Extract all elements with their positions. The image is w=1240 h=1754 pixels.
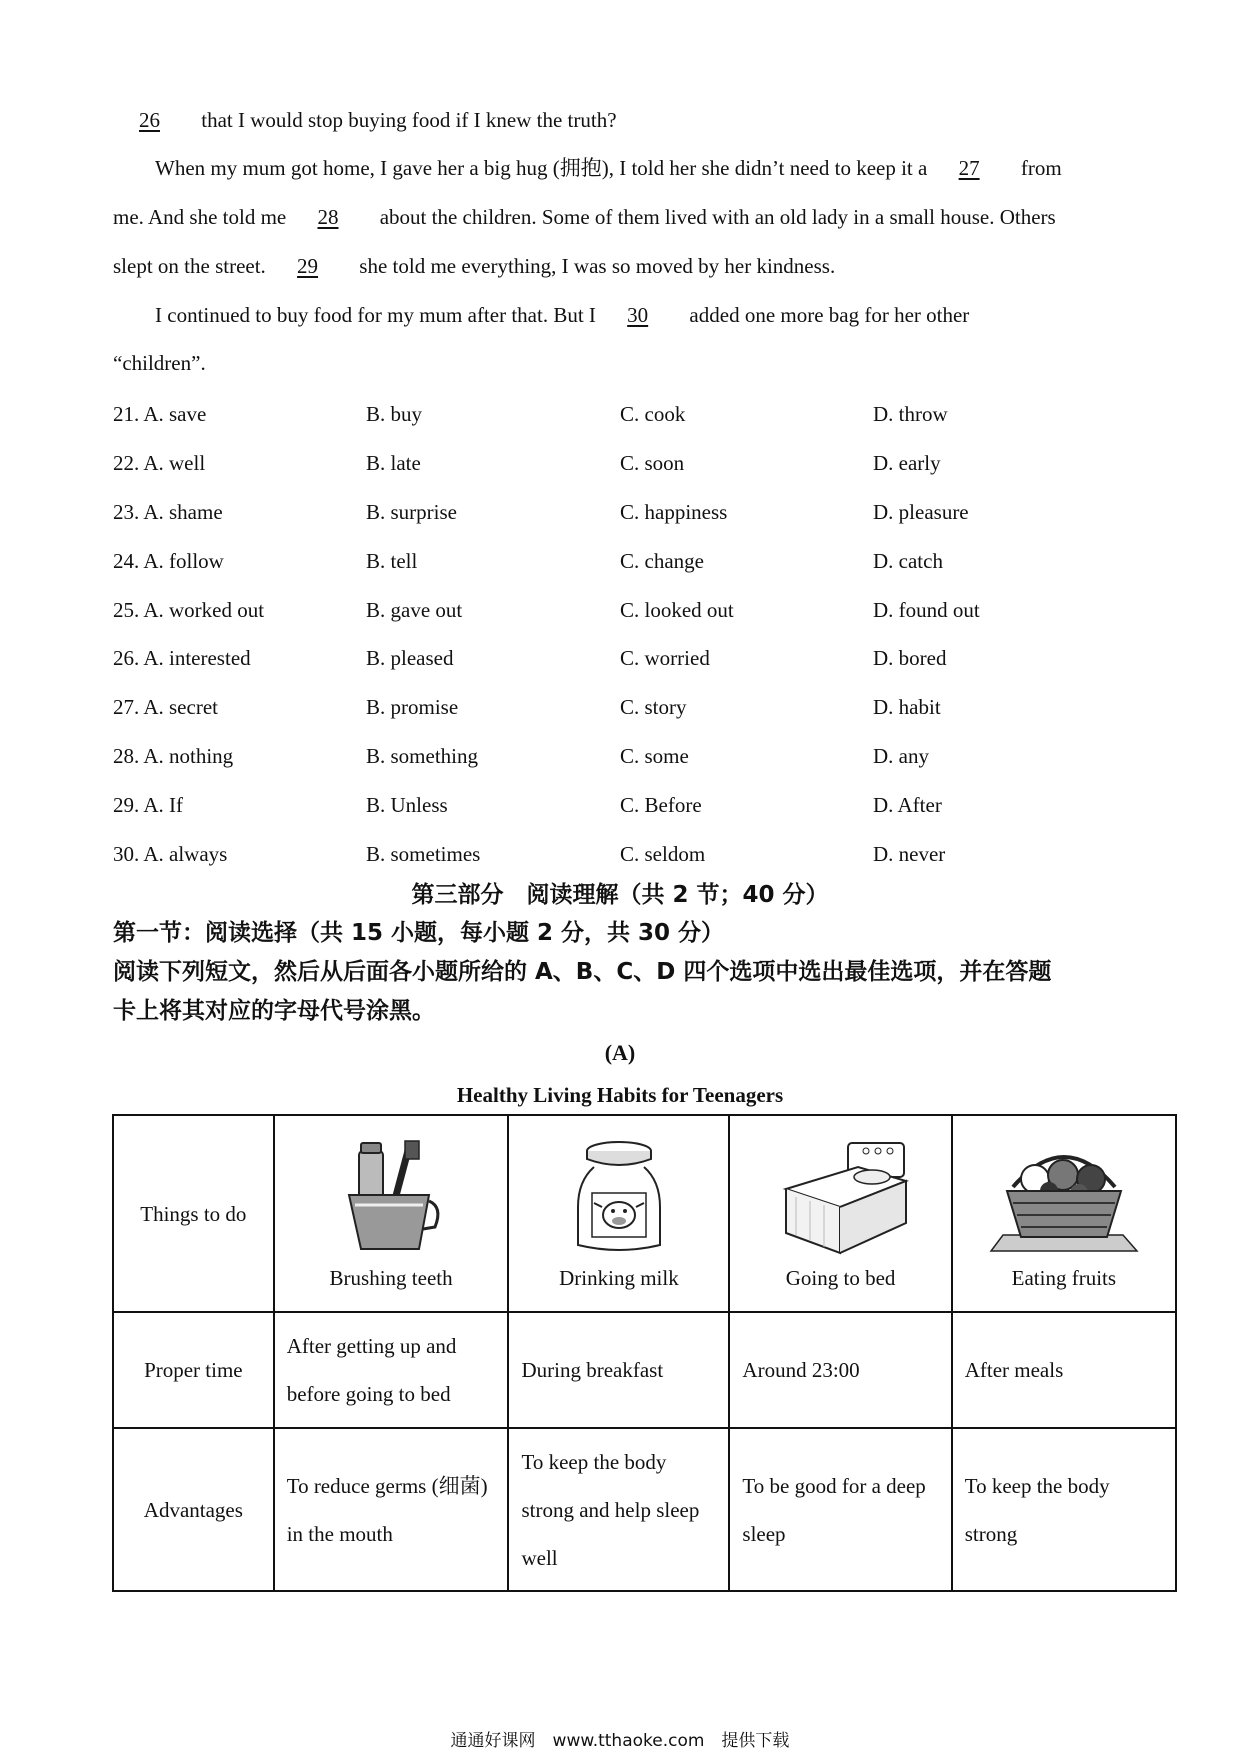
- footer-watermark: 通通好课网 www.tthaoke.com 提供下载: [450, 1731, 790, 1751]
- option-c: C. looked out: [620, 598, 734, 622]
- cell-drinking-milk: [508, 1115, 729, 1312]
- option-a: 27. A. secret: [113, 695, 218, 719]
- passage-line-3: me. And she told me 28 about the children. Some of them lived with an old lady in a small house. Others: [113, 205, 1056, 229]
- question-row: [113, 695, 1113, 723]
- time-going-to-bed: Around 23:00: [729, 1312, 951, 1428]
- option-a: 24. A. follow: [113, 549, 224, 573]
- passage-line-5: I continued to buy food for my mum after that. But I 30 added one more bag for her other: [155, 303, 970, 327]
- option-c: C. story: [620, 695, 687, 719]
- option-d: D. habit: [873, 695, 941, 719]
- row-header-things: Things to do: [113, 1115, 274, 1312]
- table-row-time: [113, 1312, 1176, 1428]
- habit-name: Brushing teeth: [329, 1265, 453, 1290]
- option-a: 30. A. always: [113, 842, 228, 866]
- option-b: B. gave out: [366, 598, 463, 622]
- option-c: C. Before: [620, 793, 702, 817]
- option-b: B. buy: [366, 402, 423, 426]
- passage-title: Healthy Living Habits for Teenagers: [456, 1083, 784, 1107]
- habit-name: Eating fruits: [1011, 1265, 1117, 1290]
- question-row: [113, 842, 1113, 870]
- option-c: C. soon: [620, 451, 685, 475]
- option-a: 22. A. well: [113, 451, 206, 475]
- adv-brushing-teeth: To reduce germs (细菌) in the mouth: [274, 1428, 509, 1591]
- option-a: 28. A. nothing: [113, 744, 234, 768]
- cell-brushing-teeth: [274, 1115, 509, 1312]
- cell-eating-fruits: [952, 1115, 1176, 1312]
- question-row: [113, 500, 1113, 528]
- instruction-line-2: 卡上将其对应的字母代号涂黑。: [113, 998, 435, 1024]
- option-d: D. throw: [873, 402, 948, 426]
- adv-going-to-bed: To be good for a deep sleep: [729, 1428, 951, 1591]
- habit-name: Going to bed: [785, 1265, 896, 1290]
- row-header-time: Proper time: [113, 1312, 274, 1428]
- blank-30: 30: [627, 303, 649, 327]
- option-b: B. Unless: [366, 793, 448, 817]
- option-c: C. seldom: [620, 842, 706, 866]
- option-d: D. bored: [873, 646, 947, 670]
- option-b: B. something: [366, 744, 479, 768]
- option-b: B. tell: [366, 549, 418, 573]
- toothbrush-cup-icon: [331, 1137, 451, 1257]
- table-row-things: [113, 1115, 1176, 1312]
- question-row: [113, 402, 1113, 430]
- option-d: D. never: [873, 842, 946, 866]
- time-eating-fruits: After meals: [952, 1312, 1176, 1428]
- option-b: B. surprise: [366, 500, 457, 524]
- option-b: B. sometimes: [366, 842, 481, 866]
- table-row-advantages: [113, 1428, 1176, 1591]
- option-a: 25. A. worked out: [113, 598, 265, 622]
- option-b: B. pleased: [366, 646, 454, 670]
- habit-name: Drinking milk: [559, 1265, 679, 1290]
- row-header-advantages: Advantages: [113, 1428, 274, 1591]
- fruit-basket-icon: [989, 1137, 1139, 1257]
- option-b: B. promise: [366, 695, 459, 719]
- question-row: [113, 598, 1113, 626]
- option-d: D. found out: [873, 598, 980, 622]
- option-b: B. late: [366, 451, 421, 475]
- blank-27: 27: [958, 156, 980, 180]
- option-a: 21. A. save: [113, 402, 207, 426]
- question-row: [113, 646, 1113, 674]
- habits-table: [112, 1114, 1177, 1592]
- question-row: [113, 549, 1113, 577]
- question-row: [113, 744, 1113, 772]
- instruction-line-1: 阅读下列短文，然后从后面各小题所给的 A、B、C、D 四个选项中选出最佳选项，并在答题: [113, 959, 1052, 985]
- blank-28: 28: [317, 205, 339, 229]
- cell-going-to-bed: [729, 1115, 951, 1312]
- option-c: C. cook: [620, 402, 686, 426]
- part-title: 第三部分 阅读理解（共 2 节；40 分）: [411, 882, 829, 908]
- question-row: [113, 793, 1113, 821]
- adv-eating-fruits: To keep the body strong: [952, 1428, 1176, 1591]
- option-d: D. any: [873, 744, 929, 768]
- option-d: D. After: [873, 793, 942, 817]
- time-drinking-milk: During breakfast: [508, 1312, 729, 1428]
- passage-line-6: “children”.: [113, 351, 206, 375]
- option-c: C. some: [620, 744, 689, 768]
- passage-line-4: slept on the street. 29 she told me everything, I was so moved by her kindness.: [113, 254, 836, 278]
- adv-drinking-milk: To keep the body strong and help sleep well: [508, 1428, 729, 1591]
- blank-26: 26: [139, 108, 160, 132]
- option-a: 26. A. interested: [113, 646, 251, 670]
- option-d: D. pleasure: [873, 500, 969, 524]
- option-c: C. worried: [620, 646, 710, 670]
- passage-line-2: When my mum got home, I gave her a big hug (拥抱), I told her she didn’t need to keep it a 27 from: [155, 156, 1062, 180]
- subsection-title: 第一节：阅读选择（共 15 小题，每小题 2 分，共 30 分）: [113, 920, 725, 946]
- option-d: D. catch: [873, 549, 943, 573]
- milk-jar-icon: [564, 1137, 674, 1257]
- passage-line-1: 26 that I would stop buying food if I knew the truth?: [113, 110, 617, 131]
- option-a: 29. A. If: [113, 793, 183, 817]
- bed-icon: [766, 1137, 916, 1257]
- option-c: C. happiness: [620, 500, 728, 524]
- option-c: C. change: [620, 549, 704, 573]
- time-brushing-teeth: After getting up and before going to bed: [274, 1312, 509, 1428]
- option-d: D. early: [873, 451, 941, 475]
- question-row: [113, 451, 1113, 479]
- option-a: 23. A. shame: [113, 500, 223, 524]
- passage-label: (A): [604, 1040, 636, 1065]
- blank-29: 29: [297, 254, 319, 278]
